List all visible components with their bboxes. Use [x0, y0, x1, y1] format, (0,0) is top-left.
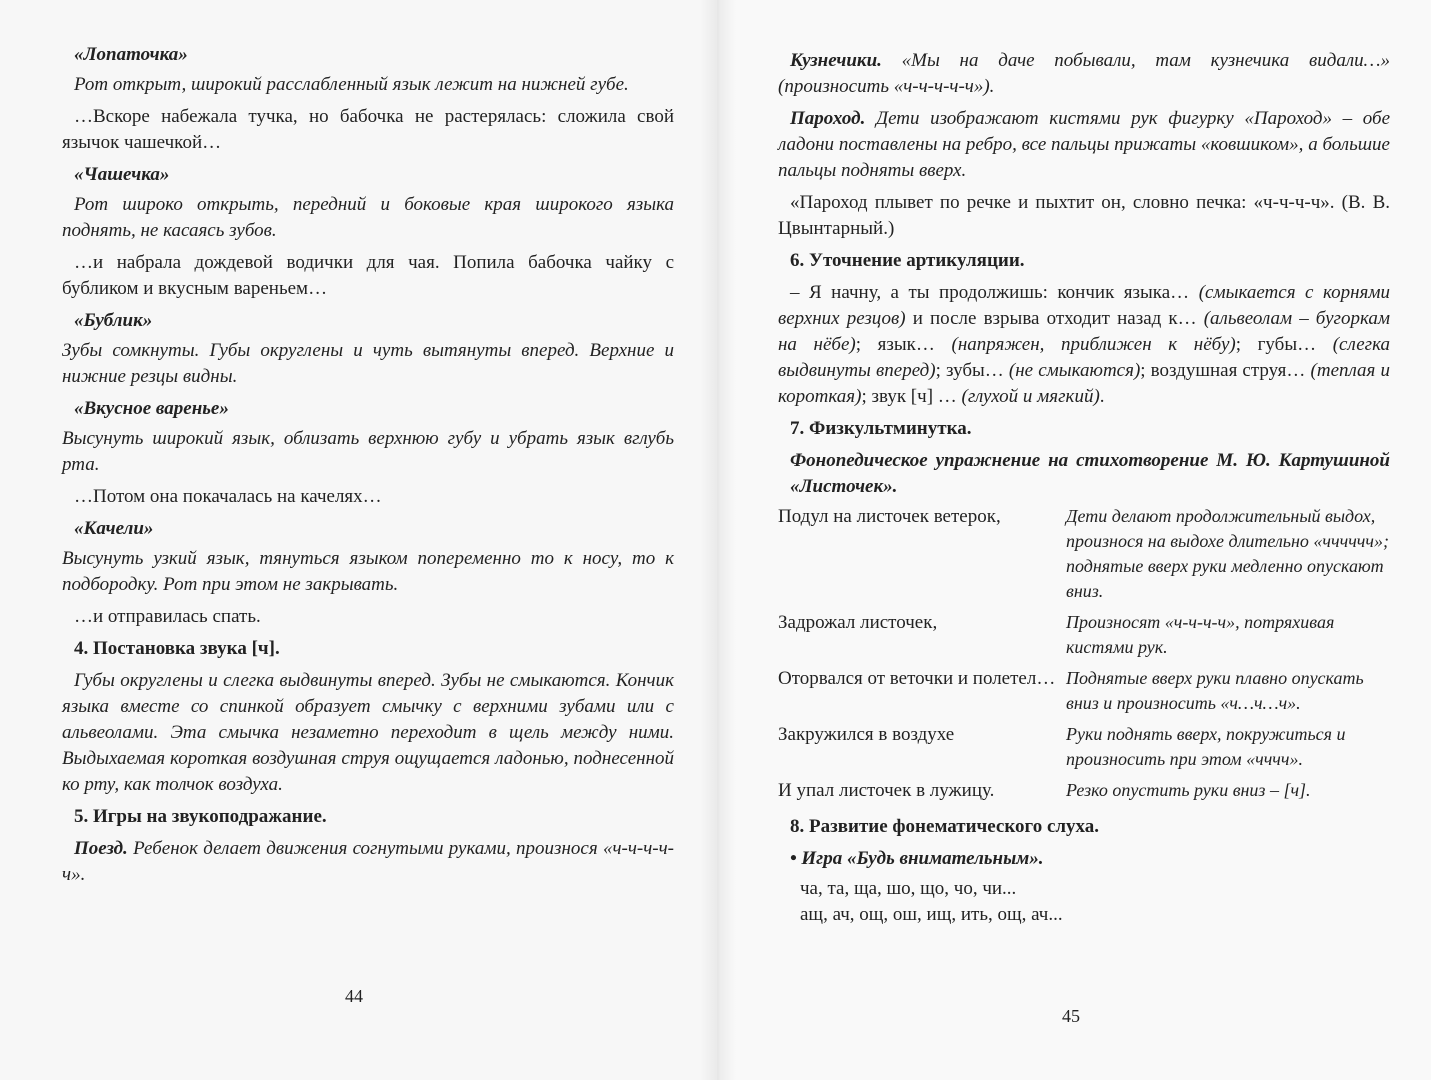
articulation-answer: (альвеолам – бугоркам на нёбе) — [778, 308, 1390, 355]
story-text: …Вскоре набежала тучка, но бабочка не растерялась: сложила свой язычок чашечкой… — [62, 106, 674, 153]
section-heading-4: 4. Постановка звука [ч]. — [74, 638, 280, 659]
exercise-desc-kacheli: Высунуть узкий язык, тянуться языком попеременно то к носу, то к подбородку. Рот при этом не закрывать. — [62, 548, 674, 595]
sound-syllables — [800, 876, 1390, 928]
exercise-desc-varenie: Высунуть широкий язык, облизать верхнюю губу и убрать язык вглубь рта. — [62, 428, 674, 475]
articulation-text — [778, 280, 1390, 410]
poem-row — [778, 610, 1390, 666]
articulation-answer: (не смыкаются) — [1008, 360, 1141, 381]
poem-row — [778, 722, 1390, 778]
exercise-title-varenie: «Вкусное варенье» — [74, 398, 229, 419]
exercise-title-kacheli: «Качели» — [74, 518, 154, 539]
poem-action: Руки поднять вверх, покружиться и произносить при этом «чччч». — [1066, 724, 1346, 769]
poem-action: Произносят «ч-ч-ч-ч», потряхивая кистями рук. — [1066, 612, 1335, 657]
page-number-right: 45 — [1062, 1006, 1080, 1026]
poem-line: И упал листочек в лужицу. — [778, 780, 995, 801]
poem-row — [778, 778, 1390, 810]
poem-row — [778, 666, 1390, 722]
section-heading-5: 5. Игры на звукоподражание. — [74, 806, 327, 827]
game-parohod-title: Пароход. — [790, 108, 866, 129]
book-spine-shadow — [700, 0, 736, 1080]
poem-line: Закружился в воздухе — [778, 724, 955, 745]
exercise-title-chashechka: «Чашечка» — [74, 164, 170, 185]
section-heading-8: 8. Развитие фонематического слуха. — [790, 816, 1100, 837]
game-poezd-title: Поезд. — [74, 838, 128, 859]
articulation-prompt: ; зубы… — [935, 360, 1009, 381]
articulation-answer: (смыкается с корнями верхних резцов) — [778, 282, 1390, 329]
poem-table — [778, 504, 1390, 810]
section-heading-7: 7. Физкультминутка. — [790, 418, 972, 439]
articulation-prompt: ; воздушная струя… — [1140, 360, 1311, 381]
articulation-answer: (теплая и короткая) — [778, 360, 1390, 407]
story-text: …и набрала дождевой водички для чая. Попила бабочка чайку с бубликом и вкусным вареньем… — [62, 252, 674, 299]
poem-action: Поднятые вверх руки плавно опускать вниз и произносить «ч…ч…ч». — [1066, 668, 1364, 713]
exercise-title-bublik: «Бублик» — [74, 310, 153, 331]
right-page — [716, 0, 1431, 1080]
poem-action: Дети делают продолжительный выдох, произнося на выдохе длительно «чччччч»; поднятые вверх руки медленно опускают вниз. — [1066, 506, 1389, 601]
section-4-text: Губы округлены и слегка выдвинуты вперед. Зубы не смыкаются. Кончик языка вместе со спинкой образует смычку с верхними зубами или с альвеолами. Эта смычка незаметно переходит в щель между ними. Выдыхаемая короткая воздушная струя ощущается ладонью, поднесенной ко рту, как толчок воздуха. — [62, 670, 674, 795]
story-text: …Потом она покачалась на качелях… — [74, 486, 382, 507]
game-parohod-text: Дети изображают кистями рук фигурку «Пароход» – обе ладони поставлены на ребро, все пальцы прижаты «ковшиком», а большие пальцы подняты вверх. — [778, 108, 1391, 181]
left-page-content — [62, 42, 674, 894]
poem-row — [778, 504, 1390, 610]
articulation-prompt: – Я начну, а ты продолжишь: кончик языка… — [790, 282, 1199, 303]
articulation-answer: (слегка выдвинуты вперед) — [778, 334, 1390, 381]
articulation-prompt: ; губы… — [1235, 334, 1333, 355]
story-text: …и отправилась спать. — [74, 606, 261, 627]
game-kuznechiki — [778, 48, 1390, 100]
poem-line: Подул на листочек ветерок, — [778, 506, 1001, 527]
articulation-answer: (глухой и мягкий) — [961, 386, 1100, 407]
exercise-desc-chashechka: Рот широко открыть, передний и боковые края широкого языка поднять, не касаясь зубов. — [62, 194, 674, 241]
articulation-prompt: ; звук [ч] … — [861, 386, 962, 407]
poem-line: Задрожал листочек, — [778, 612, 938, 633]
section-heading-6: 6. Уточнение артикуляции. — [790, 250, 1025, 271]
phonoped-title: Фонопедическое упражнение на стихотворение М. Ю. Картушиной «Листочек». — [790, 450, 1390, 497]
parohod-poem: «Пароход плывет по речке и пыхтит он, словно печка: «ч-ч-ч-ч». (В. В. Цвынтарный.) — [778, 192, 1390, 239]
exercise-desc-bublik: Зубы сомкнуты. Губы округлены и чуть вытянуты вперед. Верхние и нижние резцы видны. — [62, 340, 674, 387]
right-page-content — [778, 48, 1390, 928]
articulation-answer: (напряжен, приближен к нёбу) — [951, 334, 1236, 355]
poem-line: Оторвался от веточки и полетел… — [778, 668, 1056, 689]
articulation-prompt: ; язык… — [855, 334, 952, 355]
game-title-bud-vnimatelnym: • Игра «Будь внимательным». — [790, 848, 1044, 869]
articulation-prompt: и после взрыва отходит назад к… — [905, 308, 1204, 329]
syllables-line: ча, та, ща, шо, що, чо, чи... — [800, 878, 1017, 899]
game-kuznechiki-text: «Мы на даче побывали, там кузнечика видали…» (произносить «ч-ч-ч-ч-ч»). — [778, 50, 1390, 97]
exercise-desc-lopatochka: Рот открыт, широкий расслабленный язык лежит на нижней губе. — [74, 74, 629, 95]
poem-action: Резко опустить руки вниз – [ч]. — [1066, 780, 1311, 800]
game-kuznechiki-title: Кузнечики. — [790, 50, 882, 71]
page-number-left: 44 — [345, 986, 363, 1006]
exercise-title-lopatochka: «Лопаточка» — [74, 44, 188, 65]
syllables-line: ащ, ач, ощ, ош, ищ, ить, ощ, ач... — [800, 904, 1063, 925]
game-parohod — [778, 106, 1390, 184]
articulation-prompt: . — [1099, 386, 1105, 407]
game-poezd — [62, 836, 674, 888]
game-poezd-text: Ребенок делает движения согнутыми руками, произнося «ч-ч-ч-ч-ч». — [62, 838, 675, 885]
